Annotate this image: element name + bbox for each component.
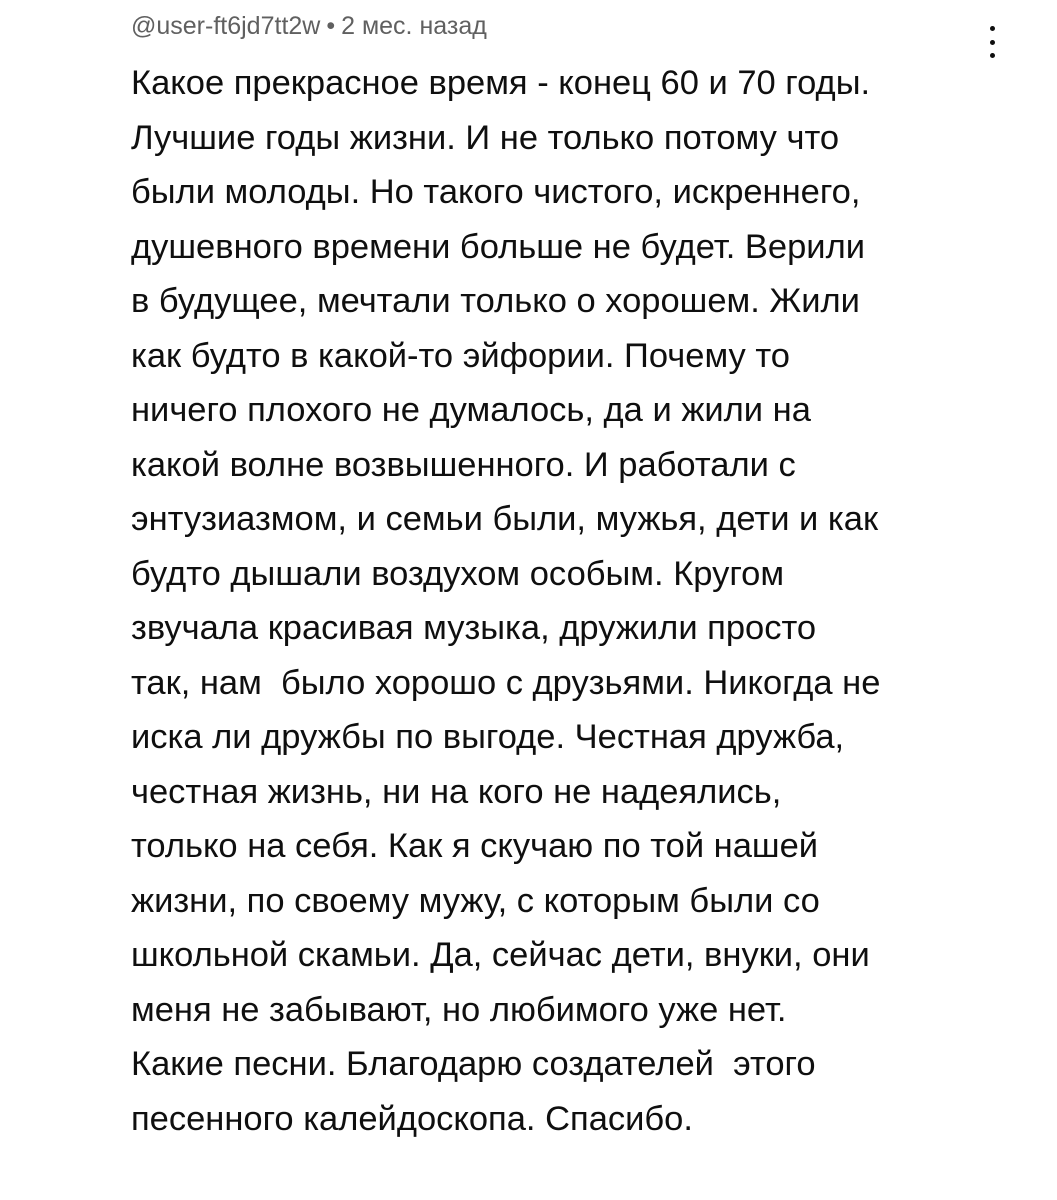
vertical-ellipsis-icon[interactable]	[978, 22, 1006, 62]
comment-line: меня не забывают, но любимого уже нет.	[131, 990, 787, 1029]
comment-line: так, нам было хорошо с друзьями. Никогда не	[131, 663, 881, 702]
comment-line: энтузиазмом, и семьи были, мужья, дети и как	[131, 500, 879, 538]
comment-line: душевного времени больше не будет. Верили	[131, 227, 865, 266]
comment	[131, 10, 1001, 1146]
menu-dot	[990, 53, 995, 58]
comment-header	[131, 10, 1001, 42]
comment-line: Лучшие годы жизни. И не только потому что	[131, 118, 840, 157]
comment-line: иска ли дружбы по выгоде. Честная дружба,	[131, 718, 845, 756]
comment-author[interactable]: @user-ft6jd7tt2w	[131, 12, 321, 40]
header-separator: •	[326, 12, 336, 40]
comment-line: песенного калейдоскопа. Спасибо.	[131, 1099, 693, 1138]
comment-line: звучала красивая музыка, дружили просто	[131, 609, 817, 647]
comment-line: школьной скамьи. Да, сейчас дети, внуки, они	[131, 936, 870, 974]
comment-line: будто дышали воздухом особым. Кругом	[131, 554, 785, 593]
comment-line: как будто в какой-то эйфории. Почему то	[131, 336, 790, 375]
comment-line: Какие песни. Благодарю создателей этого	[131, 1045, 816, 1083]
comment-text	[131, 56, 1001, 1146]
comment-line: только на себя. Как я скучаю по той нашей	[131, 827, 819, 865]
comment-line: честная жизнь, ни на кого не надеялись,	[131, 772, 782, 811]
comment-line: какой волне возвышенного. И работали с	[131, 445, 796, 484]
comment-timestamp[interactable]: 2 мес. назад	[341, 12, 487, 40]
comment-line: были молоды. Но такого чистого, искреннего,	[131, 173, 861, 211]
comment-line: Какое прекрасное время - конец 60 и 70 годы.	[131, 64, 871, 102]
comment-line: в будущее, мечтали только о хорошем. Жили	[131, 282, 860, 320]
menu-dot	[990, 26, 995, 31]
comment-line: жизни, по своему мужу, с которым были со	[131, 881, 820, 920]
menu-dot	[990, 40, 995, 45]
comment-line: ничего плохого не думалось, да и жили на	[131, 391, 811, 429]
